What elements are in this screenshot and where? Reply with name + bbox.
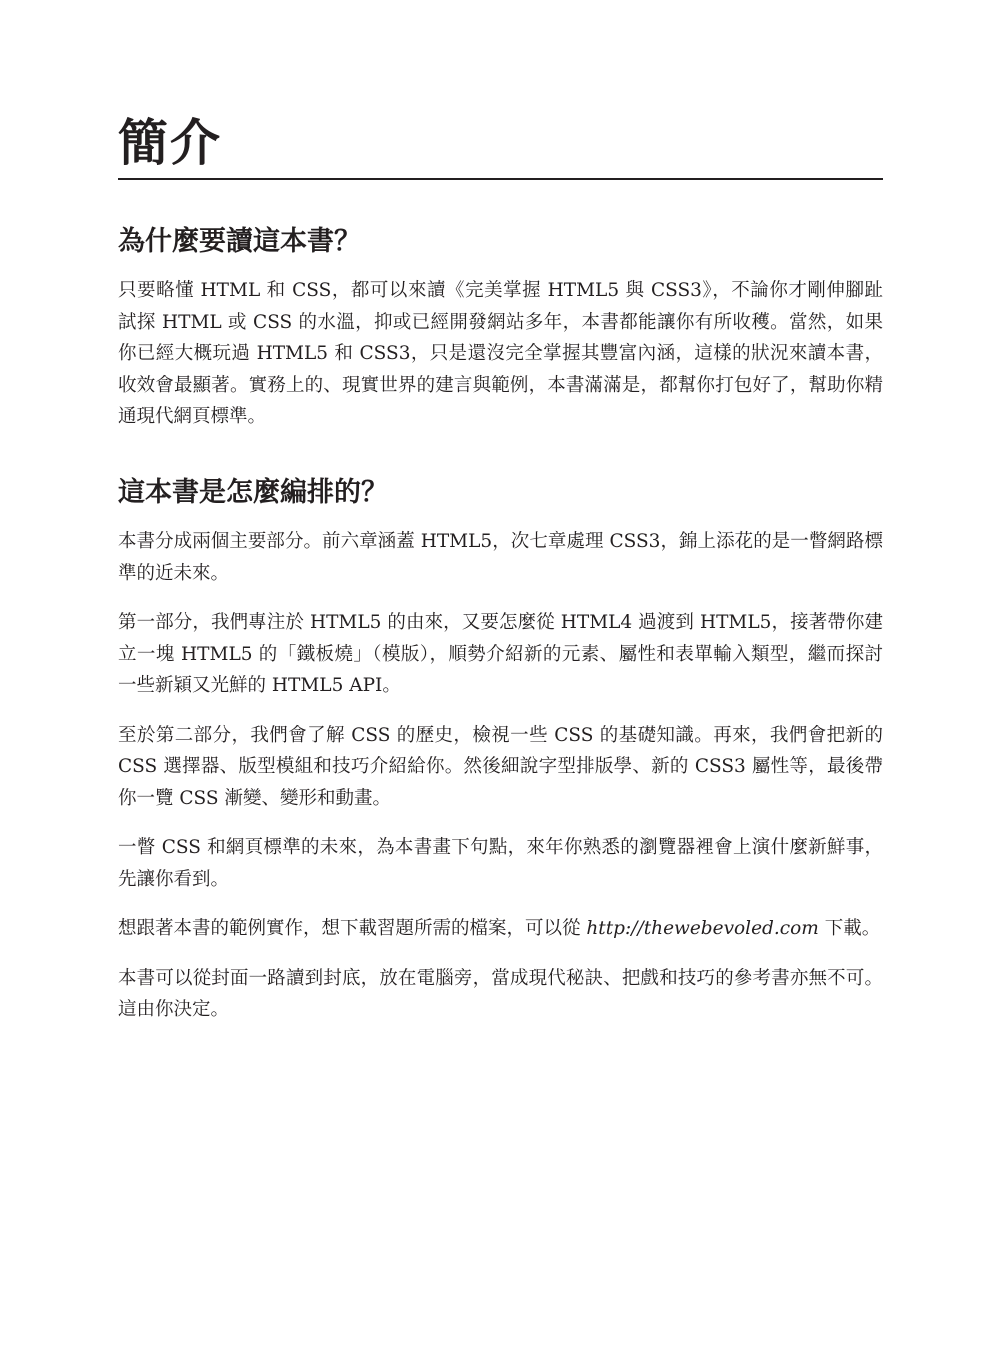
- download-text-before: 想跟著本書的範例實作，想下載習題所需的檔案，可以從: [118, 918, 587, 939]
- paragraph: 本書分成兩個主要部分。前六章涵蓋 HTML5，次七章處理 CSS3，錦上添花的是一瞥網路標準的近未來。: [118, 531, 883, 584]
- paragraph: 只要略懂 HTML 和 CSS，都可以來讀《完美掌握 HTML5 與 CSS3》，不論你才剛伸腳趾試探 HTML 或 CSS 的水溫，抑或已經開發網站多年，本書都能讓你有所收穫。當然，如果你已經大概玩過 HTML5 和 CSS3，只是還沒完全掌握其豐富內涵，這樣的狀況來讀本書，收效會最顯著。實務上的、現實世界的建言與範例，本書滿滿是，都幫你打包好了，幫助你精通現代網頁標準。: [118, 280, 883, 427]
- paragraph: 第一部分，我們專注於 HTML5 的由來，又要怎麼從 HTML4 過渡到 HTML5，接著帶你建立一塊 HTML5 的「鐵板燒」（模版），順勢介紹新的元素、屬性和表單輸入類型，繼而探討一些新穎又光鮮的 HTML5 API。: [118, 612, 883, 696]
- section-heading: 為什麼要讀這本書？: [118, 226, 361, 257]
- chapter-title: 簡介: [118, 114, 222, 172]
- paragraph: 本書可以從封面一路讀到封底，放在電腦旁，當成現代秘訣、把戲和技巧的參考書亦無不可。這由你決定。: [118, 967, 883, 1020]
- section-book-structure: [118, 473, 883, 1026]
- download-paragraph: [118, 913, 883, 945]
- section-heading: 這本書是怎麼編排的？: [118, 477, 388, 508]
- title-divider: [118, 178, 883, 180]
- section-why-read: [118, 222, 883, 433]
- download-text-after: 下載。: [818, 918, 881, 939]
- download-url: http://thewebevoled.com: [586, 918, 819, 939]
- paragraph: 一瞥 CSS 和網頁標準的未來，為本書畫下句點，來年你熟悉的瀏覽器裡會上演什麼新鮮事，先讓你看到。: [118, 837, 883, 890]
- paragraph: 至於第二部分，我們會了解 CSS 的歷史，檢視一些 CSS 的基礎知識。再來，我們會把新的 CSS 選擇器、版型模組和技巧介紹給你。然後細說字型排版學、新的 CSS3 屬性等，最後帶你一覽 CSS 漸變、變形和動畫。: [118, 724, 883, 809]
